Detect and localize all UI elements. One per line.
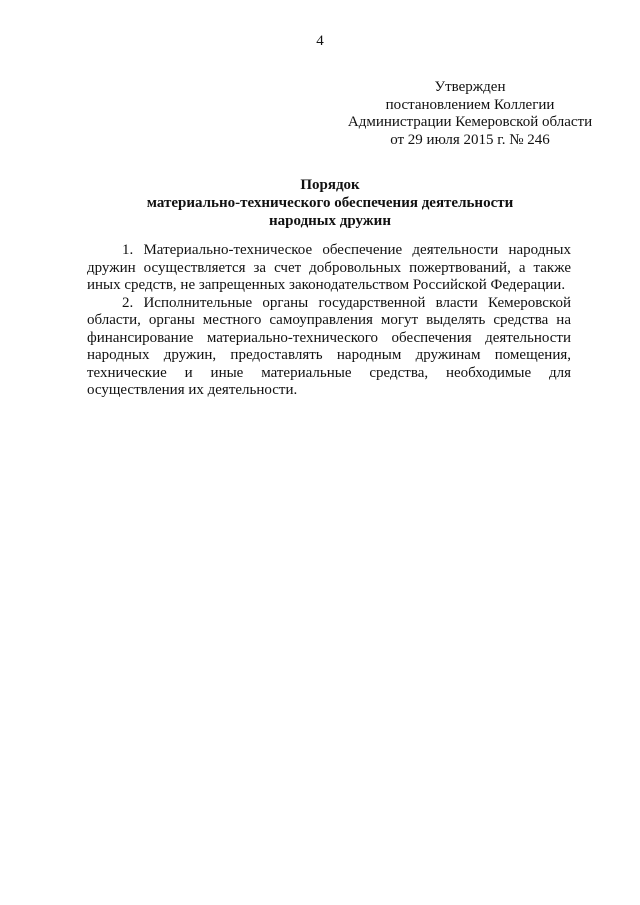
title-line-procedure: Порядок xyxy=(300,177,360,193)
approval-line-administration: Администрации Кемеровской области xyxy=(347,114,593,130)
paragraph-2: 2. Исполнительные органы государственной власти Кемеровской области, органы местного самоуправления могут выделять средства на финансирование материально-технического обеспечения деятельности народных дружин, предоставлять народным дружинам помещения, технические и иные материальные средства, необходимые для осуществления их деятельности. xyxy=(87,294,571,398)
document-title xyxy=(80,176,580,230)
paragraph-1: 1. Материально-техническое обеспечение деятельности народных дружин осуществляется за счет добровольных пожертвований, а также иных средств, не запрещенных законодательством Российской Федерации. xyxy=(87,242,571,293)
page-number: 4 xyxy=(316,33,324,49)
title-line-object: народных дружин xyxy=(269,213,391,229)
approval-block xyxy=(300,79,640,149)
approval-line-approved: Утвержден xyxy=(434,79,506,95)
approval-line-resolution: постановлением Коллегии xyxy=(385,96,555,113)
title-line-subject: материально-технического обеспечения деятельности xyxy=(146,195,514,211)
approval-line-date-number: от 29 июля 2015 г. № 246 xyxy=(390,131,550,148)
document-body xyxy=(87,242,571,400)
